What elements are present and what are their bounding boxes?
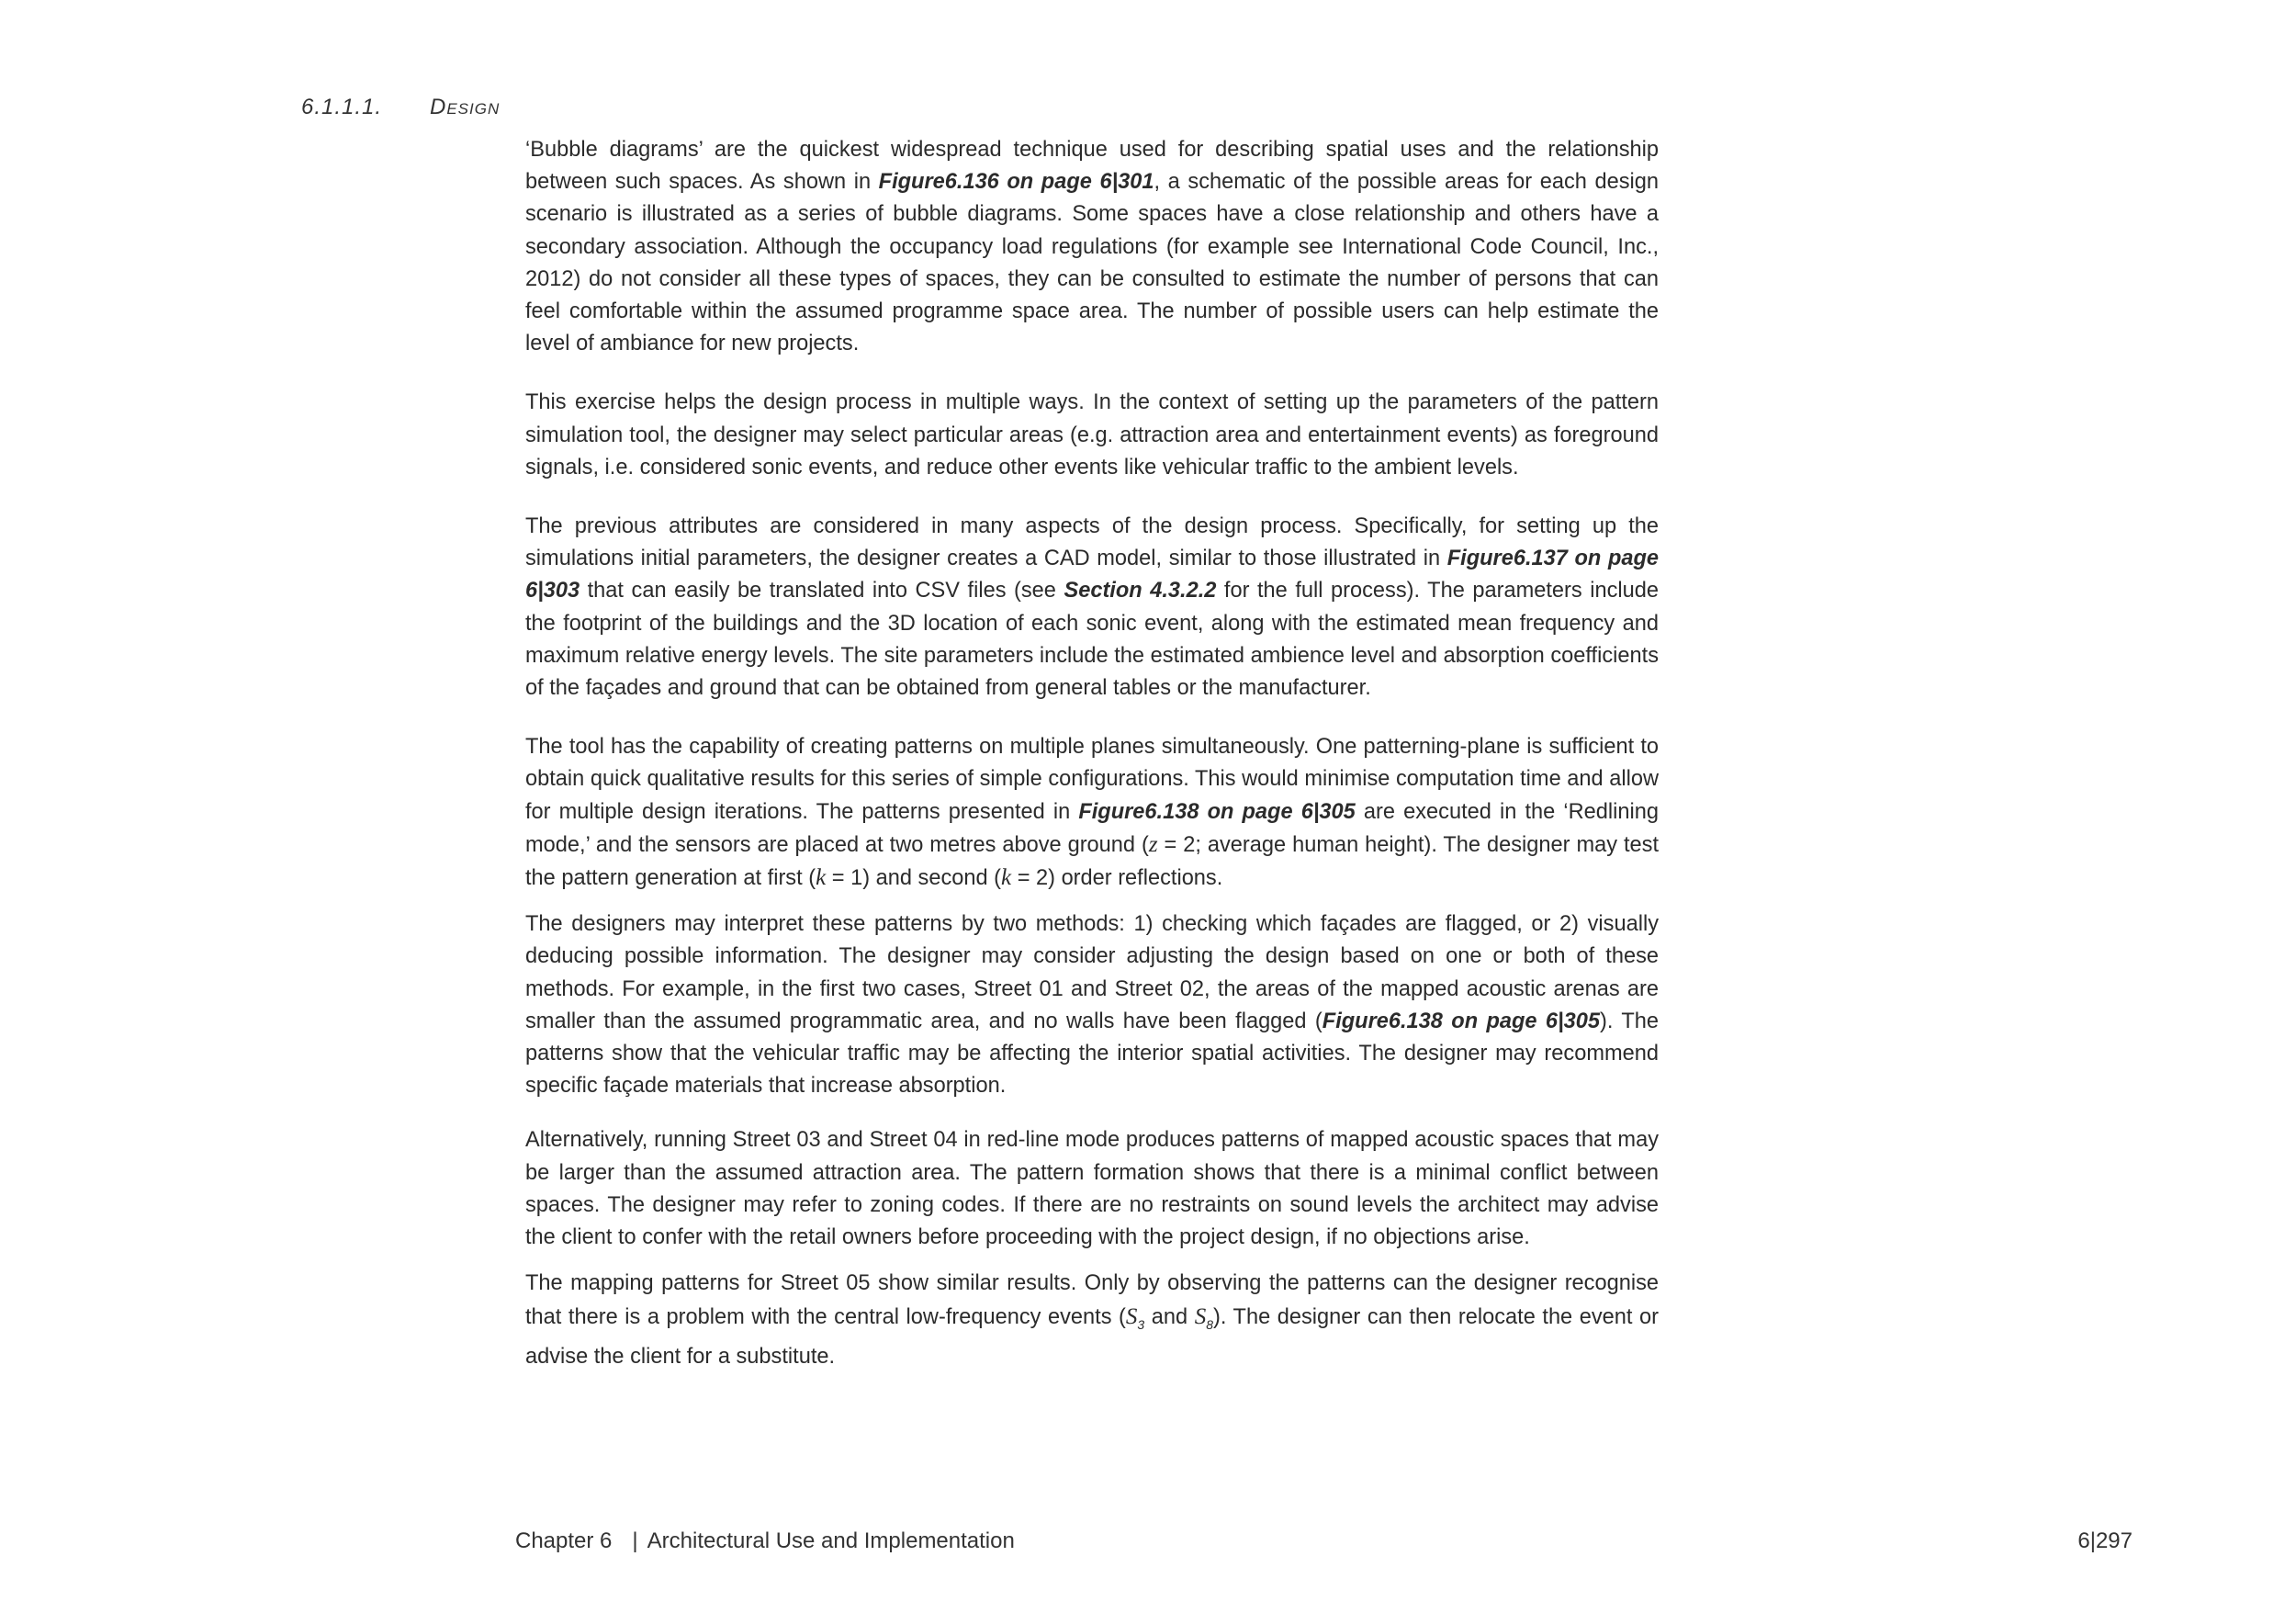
figure-reference-link[interactable]: Figure6.138 on page 6|305 bbox=[1078, 799, 1356, 824]
paragraph-tool-capability: The tool has the capability of creating patterns on multiple planes simultaneously. One patterning-plane is sufficient to obtain quick qualitative results for this series of simple configurations. This would minimise computation time and allow for multiple design iterations. The patterns presented in Figure6.138 on page 6|305 are executed in the ‘Redlining mode,’ and the sensors are placed at two metres above ground (z = 2; average human height). The designer may test the pattern generation at first (k = 1) and second (k = 2) order reflections. bbox=[525, 735, 1659, 891]
body-text bbox=[525, 134, 1659, 1373]
variable-k: k bbox=[1001, 865, 1012, 891]
paragraph-alternatively: Alternatively, running Street 03 and Street 04 in red-line mode produces patterns of mapped acoustic spaces that may be larger than the assumed attraction area. The pattern formation shows that there is a minimal conflict between spaces. The designer may refer to zoning codes. If there are no restraints on sound levels the architect may advise the client to confer with the retail owners before proceeding with the project design, if no objections arise. bbox=[525, 1128, 1659, 1250]
footer-chapter-number: Chapter 6 bbox=[515, 1528, 613, 1553]
section-heading bbox=[301, 95, 500, 120]
footer-chapter bbox=[515, 1528, 1015, 1554]
variable-z: z bbox=[1148, 831, 1158, 857]
subscript: 8 bbox=[1206, 1316, 1213, 1332]
paragraph-design-process: This exercise helps the design process in multiple ways. In the context of setting up the parameters of the pattern simulation tool, the designer may select particular areas (e.g. attraction area and entertainment events) as foreground signals, i.e. considered sonic events, and reduce other events like vehicular traffic to the ambient levels. bbox=[525, 390, 1659, 479]
figure-reference-link[interactable]: Figure6.137 on page 6|303 bbox=[525, 547, 1660, 603]
footer-separator: | bbox=[632, 1528, 638, 1553]
paragraph-interpretation: The designers may interpret these patterns by two methods: 1) checking which façades are flagged, or 2) visually deducing possible information. The designer may consider adjusting the design based on one or both of these methods. For example, in the first two cases, Street 01 and Street 02, the areas of the mapped acoustic arenas are smaller than the assumed programmatic area, and no walls have been flagged (Figure6.138 on page 6|305). The patterns show that the vehicular traffic may be affecting the interior spatial activities. The designer may recommend specific façade materials that increase absorption. bbox=[525, 912, 1659, 1099]
variable-s: S bbox=[1194, 1303, 1207, 1329]
section-title: Design bbox=[430, 95, 501, 119]
paragraph-bubble-diagrams: ‘Bubble diagrams’ are the quickest widespread technique used for describing spatial uses and the relationship between such spaces. As shown in Figure6.136 on page 6|301, a schematic of the possible areas for each design scenario is illustrated as a series of bubble diagrams. Some spaces have a close relationship and others have a secondary association. Although the occupancy load regulations (for example see International Code Council, Inc., 2012) do not consider all these types of spaces, they can be consulted to estimate the number of persons that can feel comfortable within the assumed programme space area. The number of possible users can help estimate the level of ambiance for new projects. bbox=[525, 138, 1659, 356]
paragraph-street-05: The mapping patterns for Street 05 show similar results. Only by observing the patterns can the designer recognise that there is a problem with the central low-frequency events ($S_3$ and $S_8$). The designer can then relocate the event or advise the client for a substitute. bbox=[525, 1271, 1659, 1369]
section-reference-link[interactable]: Section 4.3.2.2 bbox=[1064, 579, 1217, 603]
page-number: 6|297 bbox=[2077, 1528, 2133, 1553]
paragraph-attributes: The previous attributes are considered in many aspects of the design process. Specifically, for setting up the simulations initial parameters, the designer creates a CAD model, similar to those illustrated in Figure6.137 on page 6|303 that can easily be translated into CSV files (see Section 4.3.2.2 for the full process). The parameters include the footprint of the buildings and the 3D location of each sonic event, along with the estimated mean frequency and maximum relative energy levels. The site parameters include the estimated ambience level and absorption coefficients of the façades and ground that can be obtained from general tables or the manufacturer. bbox=[525, 514, 1660, 701]
variable-s: S bbox=[1125, 1303, 1138, 1329]
figure-reference-link[interactable]: Figure6.136 on page 6|301 bbox=[878, 170, 1154, 195]
figure-reference-link[interactable]: Figure6.138 on page 6|305 bbox=[1322, 1009, 1600, 1033]
footer-chapter-title: Architectural Use and Implementation bbox=[647, 1528, 1015, 1553]
variable-k: k bbox=[816, 865, 827, 891]
subscript: 3 bbox=[1137, 1316, 1145, 1332]
section-number: 6.1.1.1. bbox=[301, 95, 383, 119]
